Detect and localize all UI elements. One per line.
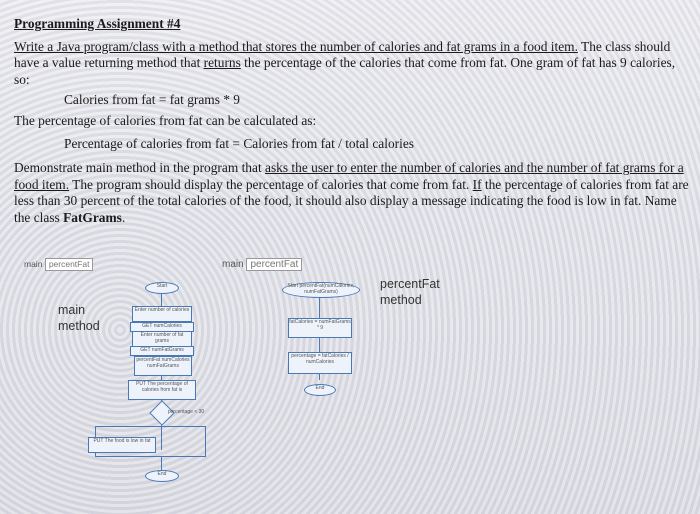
flow-start: Start (145, 282, 179, 294)
main-method-label: main method (58, 303, 100, 333)
flow-input: GET numCalories (130, 322, 194, 332)
flow-decision-text: percentage < 30 (167, 409, 205, 415)
flow-output: PUT The food is low in fat (88, 437, 156, 453)
flow-end: End (304, 384, 336, 396)
flow-assignment: percentFat numCalories numFatGrams (134, 356, 192, 376)
flowchart-tab-right[interactable]: main percentFat (222, 258, 302, 272)
flow-output: Enter number of fat grams (132, 331, 192, 347)
paragraph-percentage-intro: The percentage of calories from fat can be calculated as: (14, 112, 317, 128)
percentfat-method-label: percentFat method (380, 277, 440, 307)
assignment-title: Programming Assignment #4 (14, 16, 181, 31)
formula-percentage: Percentage of calories from fat = Calories from fat / total calories (64, 135, 414, 151)
tab-box-right: percentFat (246, 258, 302, 271)
formula-calories-from-fat: Calories from fat = fat grams * 9 (64, 92, 241, 108)
flow-assignment: percentage = fatCalories / numCalories (288, 352, 352, 374)
flow-start: Start percentFat(numCalories, numFatGrams) (282, 282, 360, 298)
assignment-text (14, 16, 694, 227)
flow-end: End (145, 470, 179, 482)
flowchart-tab-left[interactable]: main percentFat (24, 258, 93, 272)
flow-assignment: fatCalories = numFatGrams * 9 (288, 318, 352, 338)
tab-box-left: percentFat (45, 258, 94, 271)
flow-output: PUT The percentage of calories from fat is (128, 380, 196, 400)
paragraph-demonstrate: Demonstrate main method in the program that asks the user to enter the number of calories and the number of fat grams for a food item. The program should display the percentage of calories that come from fat. If the percentage of calories from fat are less than 30 percent of the total calories of the food, it should also display a message indicating the food is low in fat. Name the class FatGrams. (14, 160, 689, 225)
paragraph-requirements: Write a Java program/class with a method that stores the number of calories and fat grams in a food item. The class should have a value returning method that returns the percentage of the calories that come from fat. One gram of fat has 9 calories, so: (14, 38, 676, 87)
flow-input: GET numFatGrams (130, 346, 194, 356)
flow-output: Enter number of calories (132, 306, 192, 322)
